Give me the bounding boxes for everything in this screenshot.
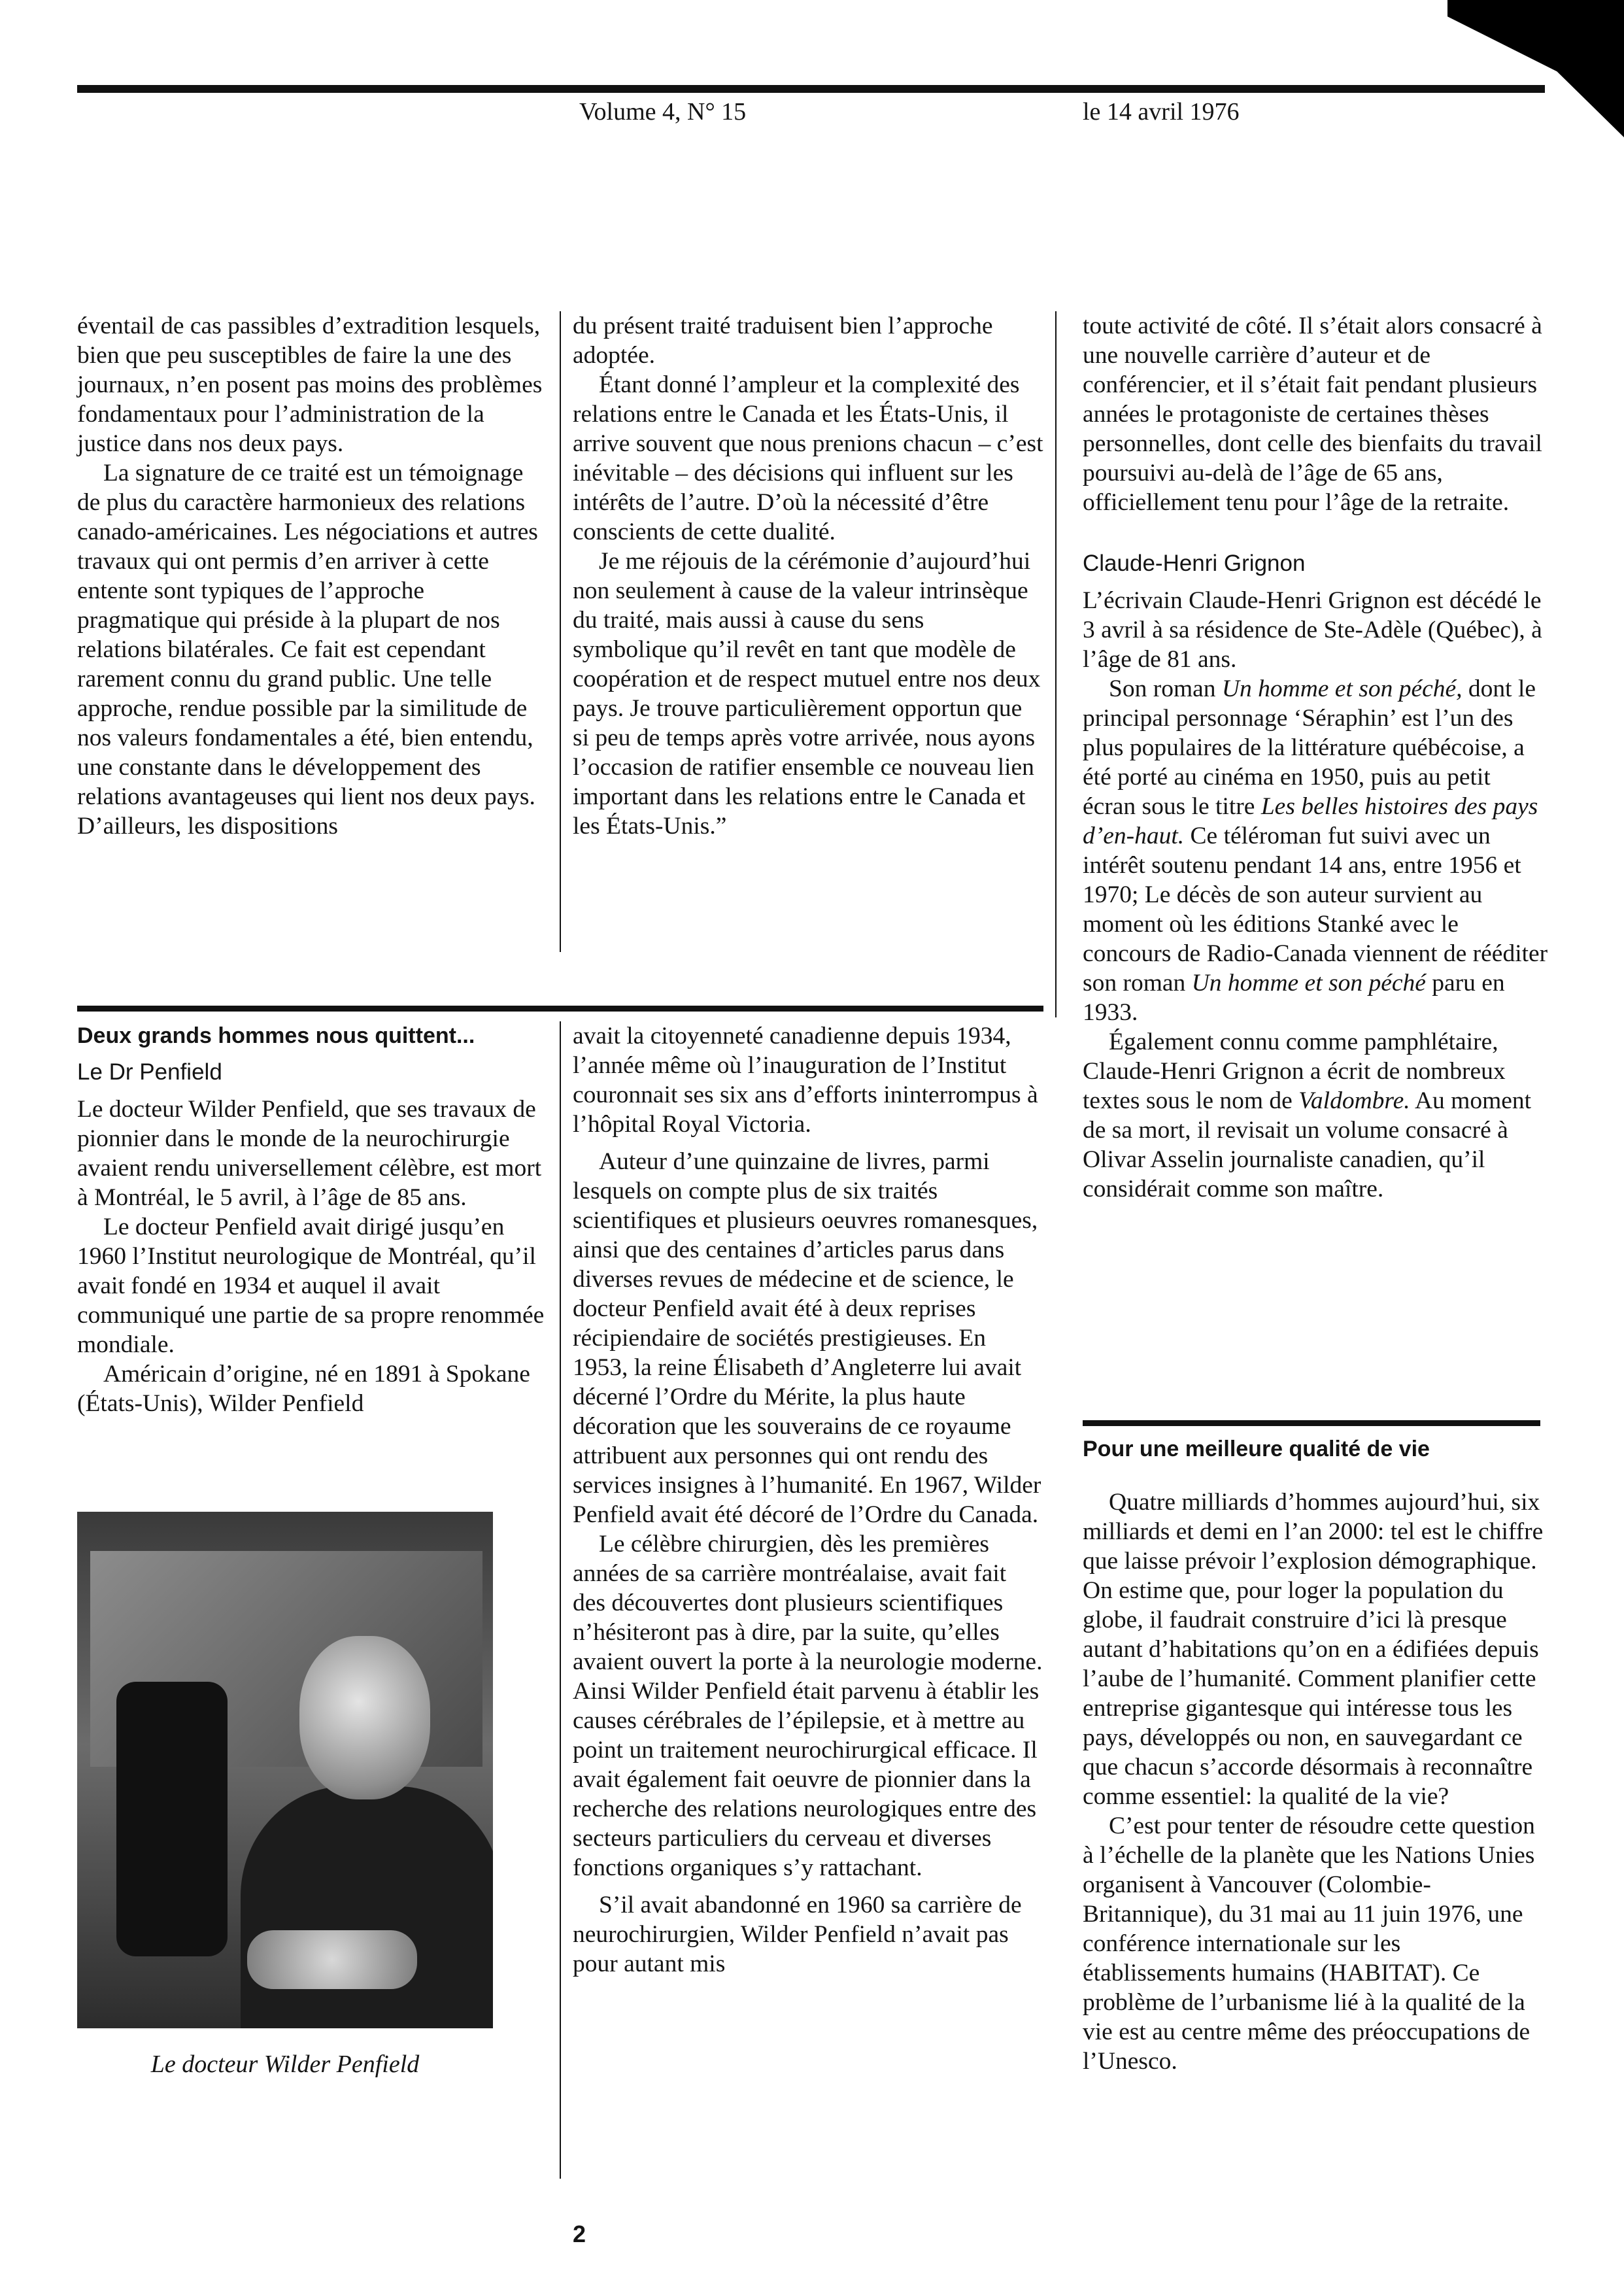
right-column [1083,311,1548,1204]
paragraph: Américain d’origine, né en 1891 à Spokane (États-Unis), Wilder Penfield [77,1361,530,1417]
header-rule [77,85,1545,93]
volume-number: Volume 4, N° 15 [579,98,747,126]
paragraph: éventail de cas passibles d’extradition lesquels, bien que peu susceptibles de faire la une des journaux, n’en posent pas moins des problèmes fondamentaux pour l’administration de la justice dans nos deux pays. [77,313,543,457]
book-title: Un homme et son péché, [1221,675,1463,702]
paragraph: L’écrivain Claude-Henri Grignon est décédé le 3 avril à sa résidence de Ste-Adèle (Québec), à l’âge de 81 ans. [1083,587,1542,673]
paragraph: C’est pour tenter de résoudre cette question à l’échelle de la planète que les Nations Unies organisent à Vancouver (Colombie-Britannique), du 31 mai au 11 juin 1976, une conférence internationale sur les établissements humains (HABITAT). Ce problème de l’urbanisme lié à la qualité de la vie est au centre même des préoccupations de l’Unesco. [1083,1813,1535,2075]
habitat-column [1083,1435,1548,2076]
penfield-column-1 [77,1021,548,1418]
top-column-1 [77,311,548,841]
photo-caption: Le docteur Wilder Penfield [150,2051,420,2078]
paragraph: Le docteur Wilder Penfield, que ses travaux de pionnier dans le monde de la neurochirurgie avaient rendu universellement célèbre, est mort à Montréal, le 5 avril, à l’âge de 85 ans. [77,1096,542,1211]
paragraph: Également connu comme pamphlétaire, Claude-Henri Grignon a écrit de nombreux textes sous le nom de Valdombre. Au moment de sa mort, il revisait un volume consacré à Olivar Asselin journaliste canadien, qu’il considérait comme son maître. [1083,1029,1532,1202]
paragraph: S’il avait abandonné en 1960 sa carrière de neurochirurgien, Wilder Penfield n’avait pas pour autant mis [573,1892,1022,1977]
pen-name: Valdombre. [1298,1087,1410,1114]
paragraph: toute activité de côté. Il s’était alors consacré à une nouvelle carrière d’auteur et de conférencier, et il s’était fait pendant plusieurs années le protagoniste de certaines thèses personnelles, dont celle des bienfaits du travail poursuivi au-delà de l’âge de 65 ans, officiellement tenu pour l’âge de la retraite. [1083,313,1542,516]
column-divider [560,311,561,952]
paragraph: La signature de ce traité est un témoignage de plus du caractère harmonieux des relations canado-américaines. Les négociations et autres travaux qui ont permis d’en arriver à cette entente sont typiques de l’approche pragmatique qui préside à la plupart de nos relations bilatérales. Ce fait est cependant rarement connu du grand public. Une telle approche, rendue possible par la similitude de nos valeurs fondamentales a été, bien entendu, une constante dans le développement des relations avantageuses qui lient nos deux pays. D’ailleurs, les dispositions [77,460,538,840]
paragraph: Étant donné l’ampleur et la complexité des relations entre le Canada et les États-Unis, il arrive souvent que nous prenions chacun – c’est inévitable – des décisions qui influent sur les intérêts de l’autre. D’où la nécessité d’être conscients de cette dualité. [573,371,1043,545]
subtitle: Le Dr Penfield [77,1059,222,1085]
paragraph: Quatre milliards d’hommes aujourd’hui, six milliards et demi en l’an 2000: tel est le chiffre que laisse prévoir l’explosion démographique. On estime que, pour loger la population du globe, il faudrait construire d’ici là presque autant d’habitations qu’on en a édifiées depuis l’aube de l’humanité. Comment planifier cette entreprise gigantesque qui intéresse tous les pays, développés ou non, en sauvegardant ce que chacun s’accorde désormais à reconnaître comme essentiel: la qualité de la vie? [1083,1489,1544,1810]
column-divider [1055,311,1057,1017]
issue-date: le 14 avril 1976 [1083,98,1240,126]
book-title: Un homme et son péché [1191,970,1426,996]
penfield-column-2 [573,1021,1043,1979]
section-title: Deux grands hommes nous quittent... [77,1023,475,1048]
paragraph: avait la citoyenneté canadienne depuis 1934, l’année même où l’inauguration de l’Institut couronnait ses six ans d’efforts ininterrompus à l’hôpital Royal Victoria. [573,1023,1038,1138]
show-title: Les belles histoires des pays d’en-haut. [1083,793,1538,849]
paragraph: Le docteur Penfield avait dirigé jusqu’en 1960 l’Institut neurologique de Montréal, qu’il avait fondé en 1934 et auquel il avait communiqué une partie de sa propre renommée mondiale. [77,1214,545,1358]
top-column-2 [573,311,1043,841]
section-rule-habitat [1083,1420,1540,1426]
page-number: 2 [573,2221,586,2247]
paragraph: Auteur d’une quinzaine de livres, parmi lesquels on compte plus de six traités scientifiques et plusieurs oeuvres romanesques, ainsi que des centaines d’articles parus dans diverses revues de médecine et de science, le docteur Penfield avait été à deux reprises récipiendaire de sociétés prestigieuses. En 1953, la reine Élisabeth d’Angleterre lui avait décerné l’Ordre du Mérite, la plus haute décoration que les souverains de ce royaume attribuent aux personnes qui ont rendu des services insignes à l’humanité. En 1967, Wilder Penfield avait été décoré de l’Ordre du Canada. [573,1148,1041,1528]
section-rule-penfield [77,1006,1043,1012]
portrait-photo [77,1512,493,2028]
paragraph: Je me réjouis de la cérémonie d’aujourd’hui non seulement à cause de la valeur intrinsèque du traité, mais aussi à cause du sens symbolique qu’il revêt en tant que modèle de coopération et de respect mutuel entre nos deux pays. Je trouve particulièrement opportun que si peu de temps après votre arrivée, nous ayons l’occasion de ratifier ensemble ce nouveau lien important dans les relations entre le Canada et les États-Unis.” [573,548,1041,840]
paragraph: du présent traité traduisent bien l’approche adoptée. [573,313,993,369]
paragraph: Son roman Un homme et son péché, dont le principal personnage ‘Séraphin’ est l’un des plus populaires de la littérature québécoise, a été porté au cinéma en 1950, puis au petit écran sous le titre Les belles histoires des pays d’en-haut. Ce téléroman fut suivi avec un intérêt soutenu pendant 14 ans, entre 1956 et 1970; Le décès de son auteur survient au moment où les éditions Stanké avec le concours de Radio-Canada viennent de rééditer son roman Un homme et son péché paru en 1933. [1083,675,1548,1026]
corner-shadow [1447,0,1624,137]
grignon-heading: Claude-Henri Grignon [1083,551,1306,576]
column-divider [560,1021,561,2179]
paragraph: Le célèbre chirurgien, dès les premières années de sa carrière montréalaise, avait fait des découvertes dont plusieurs scientifiques n’hésiteront pas à dire, par la suite, qu’elles avaient ouvert la porte à la neurologie moderne. Ainsi Wilder Penfield était parvenu à établir les causes cérébrales de l’épilepsie, et à mettre au point un traitement neurochirurgical efficace. Il avait également fait oeuvre de pionnier dans la recherche des relations neurologiques entre des secteurs particuliers du cerveau et diverses fonctions organiques s’y rattachant. [573,1531,1043,1881]
section-title: Pour une meilleure qualité de vie [1083,1437,1430,1461]
